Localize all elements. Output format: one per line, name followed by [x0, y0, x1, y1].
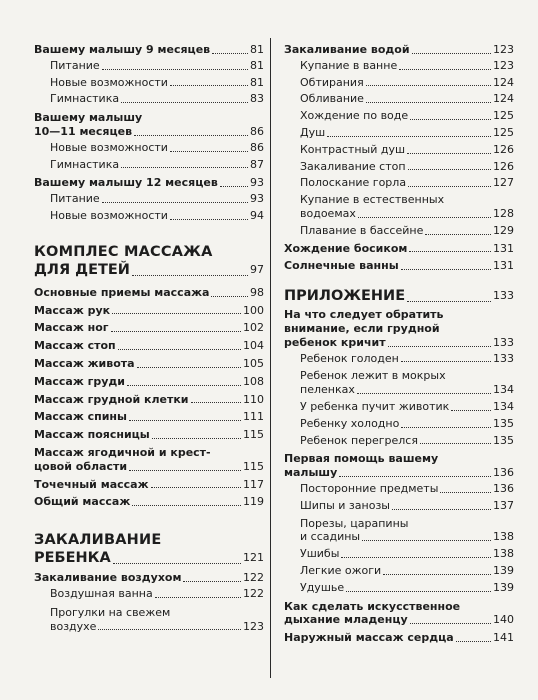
toc-subentry — [34, 59, 264, 73]
leader-dots — [220, 186, 248, 187]
entry-title: Вашему малышу 12 месяцев — [34, 176, 218, 190]
toc-entry-crying: На что следует обратить внимание, если грудной ребенок кричит 133 — [284, 308, 514, 349]
leader-dots — [456, 641, 491, 642]
toc-subentry — [34, 92, 264, 106]
leader-dots — [408, 186, 491, 187]
entry-title: Хождение по воде — [300, 109, 409, 123]
toc-entry — [34, 410, 264, 424]
leader-dots — [401, 361, 491, 362]
toc-entry — [34, 339, 264, 353]
entry-title: Закаливание стоп — [300, 159, 406, 173]
toc-subentry — [284, 59, 514, 73]
leader-dots — [440, 492, 491, 493]
toc-entry — [284, 43, 514, 57]
toc-entry — [34, 393, 264, 407]
page-number: 117 — [243, 477, 264, 491]
toc-entry — [284, 242, 514, 256]
page-number: 111 — [243, 410, 264, 424]
toc-subentry: Ребенок лежит в мокрых пеленках 134 — [300, 369, 514, 397]
entry-title: ПРИЛОЖЕНИЕ — [284, 288, 406, 305]
toc-subentry — [284, 224, 514, 238]
page-number: 100 — [243, 303, 264, 317]
page-number: 136 — [493, 481, 514, 495]
page-number: 105 — [243, 356, 264, 370]
toc-subentry — [284, 417, 514, 431]
leader-dots — [170, 151, 248, 152]
leader-dots — [362, 540, 491, 541]
entry-title: Купание в ванне — [300, 58, 398, 72]
entry-title: Ребенок перегрелся — [300, 433, 418, 447]
page-number: 97 — [250, 262, 264, 276]
entry-title: Питание — [50, 58, 100, 72]
leader-dots — [399, 69, 491, 70]
toc-entry — [34, 428, 264, 442]
entry-title: малышу — [284, 466, 338, 480]
entry-title: Закаливание воздухом — [34, 571, 182, 585]
entry-title: У ребенка пучит животик — [300, 399, 450, 413]
entry-title: дыхание младенцу — [284, 613, 408, 627]
leader-dots — [358, 217, 491, 218]
leader-dots — [111, 331, 241, 332]
entry-title: Массаж грудной клетки — [34, 392, 189, 406]
leader-dots — [409, 251, 491, 252]
leader-dots — [392, 509, 491, 510]
leader-dots — [339, 476, 491, 477]
chapter-heading-line — [284, 287, 514, 305]
page-number: 126 — [493, 159, 514, 173]
toc-entry-gluteal: Массаж ягодичной и крест- цовой области 115 — [34, 445, 264, 473]
leader-dots — [129, 470, 241, 471]
entry-title: Массаж спины — [34, 410, 127, 424]
toc-entry-month-12 — [34, 176, 264, 190]
page-number: 133 — [493, 289, 514, 303]
entry-title: Ушибы — [300, 547, 340, 561]
entry-title: Гимнастика — [50, 92, 120, 106]
leader-dots — [183, 581, 241, 582]
toc-subentry — [284, 547, 514, 561]
entry-title: ДЛЯ ДЕТЕЙ — [34, 261, 130, 278]
toc-subentry — [284, 109, 514, 123]
toc-entry — [34, 571, 264, 585]
toc-entry — [34, 321, 264, 335]
leader-dots — [451, 410, 491, 411]
page-number: 81 — [250, 75, 264, 89]
leader-dots — [412, 53, 491, 54]
entry-title: Массаж живота — [34, 356, 135, 370]
entry-title: Массаж ног — [34, 321, 109, 335]
leader-dots — [170, 85, 248, 86]
toc-entry-month-10-11: Вашему малышу 10—11 месяцев 86 — [34, 111, 264, 138]
entry-title: Ребенку холодно — [300, 416, 400, 430]
page-number: 134 — [493, 399, 514, 413]
entry-title: Хождение босиком — [284, 241, 408, 255]
toc-subentry — [284, 400, 514, 414]
page-number: 123 — [243, 619, 264, 633]
leader-dots — [366, 85, 491, 86]
leader-dots — [132, 275, 248, 276]
leader-dots — [113, 563, 241, 564]
leader-dots — [191, 402, 241, 403]
entry-title: РЕБЕНКА — [34, 550, 111, 567]
column-divider — [270, 38, 271, 678]
page-number: 139 — [493, 563, 514, 577]
page-number: 135 — [493, 416, 514, 430]
leader-dots — [127, 385, 241, 386]
chapter-heading: КОМПЛЕС МАССАЖА — [34, 243, 213, 260]
toc-entry — [34, 478, 264, 492]
toc-subentry — [34, 192, 264, 206]
page-number: 133 — [493, 335, 514, 349]
page-number: 136 — [493, 466, 514, 480]
chapter-heading-line — [34, 549, 264, 567]
toc-subentry — [284, 499, 514, 513]
entry-title: ребенок кричит — [284, 335, 386, 349]
entry-title: воздухе — [50, 619, 97, 633]
leader-dots — [407, 301, 491, 302]
toc-column-right — [284, 40, 514, 645]
toc-subentry — [284, 482, 514, 496]
page-number: 138 — [493, 547, 514, 561]
entry-title: Новые возможности — [50, 208, 168, 222]
leader-dots — [388, 346, 491, 347]
entry-title: цовой области — [34, 459, 128, 473]
leader-dots — [151, 487, 241, 488]
leader-dots — [118, 349, 241, 350]
entry-title: Солнечные ванны — [284, 259, 399, 273]
toc-entry — [284, 631, 514, 645]
page-number: 122 — [243, 571, 264, 585]
toc-subentry — [284, 176, 514, 190]
entry-title: Обливание — [300, 92, 364, 106]
leader-dots — [401, 427, 491, 428]
page-number: 104 — [243, 339, 264, 353]
page-number: 133 — [493, 351, 514, 365]
page-number: 122 — [243, 586, 264, 600]
page-number: 115 — [243, 459, 264, 473]
leader-dots — [129, 420, 241, 421]
leader-dots — [212, 53, 248, 54]
entry-title: Новые возможности — [50, 75, 168, 89]
chapter-heading-line — [34, 261, 264, 279]
toc-subentry — [34, 209, 264, 223]
leader-dots — [425, 234, 491, 235]
page-number: 86 — [250, 124, 264, 138]
page-number: 93 — [250, 192, 264, 206]
leader-dots — [132, 505, 241, 506]
entry-title: Вашему малышу 9 месяцев — [34, 43, 211, 56]
page-number: 129 — [493, 223, 514, 237]
page-number: 131 — [493, 241, 514, 255]
leader-dots — [170, 219, 248, 220]
entry-title: Массаж рук — [34, 303, 111, 317]
leader-dots — [341, 557, 491, 558]
leader-dots — [134, 135, 248, 136]
entry-title: Шипы и занозы — [300, 498, 390, 512]
toc-entry — [284, 259, 514, 273]
toc-subentry — [284, 564, 514, 578]
page-number: 121 — [243, 551, 264, 565]
entry-title: Посторонние предметы — [300, 481, 439, 495]
toc-subentry — [284, 126, 514, 140]
toc-entry — [34, 304, 264, 318]
page-number: 141 — [493, 631, 514, 645]
leader-dots — [155, 597, 241, 598]
page-number: 139 — [493, 580, 514, 594]
page-number: 135 — [493, 433, 514, 447]
toc-subentry — [284, 76, 514, 90]
toc-subentry — [34, 76, 264, 90]
entry-title: Питание — [50, 192, 100, 206]
toc-entry-first-aid: Первая помощь вашему малышу 136 — [284, 452, 514, 480]
toc-column-left — [34, 40, 264, 633]
toc-entry — [34, 375, 264, 389]
toc-entry-breathing: Как сделать искусственное дыхание младенцу 140 — [284, 599, 514, 627]
entry-title: Новые возможности — [50, 140, 168, 154]
chapter-hardening — [34, 531, 264, 567]
entry-title: Массаж поясницы — [34, 428, 150, 442]
page-number: 125 — [493, 125, 514, 139]
entry-title: Легкие ожоги — [300, 563, 382, 577]
entry-title: Гимнастика — [50, 157, 120, 171]
page-number: 93 — [250, 176, 264, 190]
leader-dots — [408, 169, 491, 170]
entry-title: Удушье — [300, 580, 345, 594]
page-number: 119 — [243, 495, 264, 509]
page-number: 124 — [493, 92, 514, 106]
entry-title: Точечный массаж — [34, 477, 149, 491]
page-number: 115 — [243, 428, 264, 442]
toc-subentry: Порезы, царапины и ссадины 138 — [300, 516, 514, 544]
page-number: 86 — [250, 140, 264, 154]
leader-dots — [410, 623, 491, 624]
page-number: 94 — [250, 208, 264, 222]
toc-entry — [34, 495, 264, 509]
leader-dots — [152, 438, 241, 439]
leader-dots — [410, 119, 491, 120]
leader-dots — [366, 102, 491, 103]
page-number: 110 — [243, 392, 264, 406]
page-number: 108 — [243, 374, 264, 388]
entry-title: Душ — [300, 125, 326, 139]
page-number: 128 — [493, 206, 514, 220]
leader-dots — [121, 102, 248, 103]
page-number: 87 — [250, 157, 264, 171]
toc-subentry: Купание в естественных водоемах 128 — [300, 193, 514, 220]
page-number: 98 — [250, 285, 264, 299]
leader-dots — [112, 313, 241, 314]
page-number: 140 — [493, 613, 514, 627]
toc-subentry — [34, 158, 264, 172]
entry-title: Полоскание горла — [300, 176, 407, 190]
leader-dots — [137, 367, 241, 368]
page-number: 123 — [493, 43, 514, 56]
page-number: 102 — [243, 321, 264, 335]
entry-title: Массаж груди — [34, 374, 125, 388]
toc-entry — [34, 357, 264, 371]
page-number: 81 — [250, 43, 264, 56]
leader-dots — [407, 153, 491, 154]
toc-subentry — [284, 143, 514, 157]
entry-title: Основные приемы массажа — [34, 285, 210, 299]
leader-dots — [102, 69, 248, 70]
entry-title: Обтирания — [300, 75, 364, 89]
entry-title: водоемах — [300, 206, 356, 220]
page-number: 81 — [250, 58, 264, 72]
entry-title: Плавание в бассейне — [300, 223, 424, 237]
page-number: 134 — [493, 383, 514, 397]
toc-subentry — [284, 434, 514, 448]
page-number: 126 — [493, 142, 514, 156]
toc-subentry — [284, 352, 514, 366]
toc-subentry — [284, 160, 514, 174]
entry-title: Воздушная ванна — [50, 586, 153, 600]
leader-dots — [357, 393, 491, 394]
leader-dots — [401, 269, 491, 270]
page-number: 123 — [493, 58, 514, 72]
chapter-appendix — [284, 287, 514, 305]
page-number: 125 — [493, 109, 514, 123]
entry-title: Массаж стоп — [34, 339, 116, 353]
entry-title: и ссадины — [300, 530, 361, 544]
toc-subentry — [34, 587, 264, 601]
page-number: 83 — [250, 92, 264, 106]
leader-dots — [327, 136, 491, 137]
leader-dots — [383, 574, 491, 575]
page-number: 124 — [493, 75, 514, 89]
leader-dots — [346, 591, 491, 592]
toc-subentry — [34, 141, 264, 155]
toc-entry-month-9 — [34, 43, 264, 57]
chapter-heading: ЗАКАЛИВАНИЕ — [34, 532, 162, 549]
entry-title: Общий массаж — [34, 495, 131, 509]
page-number: 138 — [493, 530, 514, 544]
leader-dots — [211, 296, 248, 297]
page-number: 137 — [493, 498, 514, 512]
leader-dots — [98, 629, 241, 630]
entry-title: пеленках — [300, 383, 355, 397]
leader-dots — [121, 167, 248, 168]
toc-subentry — [284, 92, 514, 106]
chapter-massage — [34, 243, 264, 279]
page-number: 127 — [493, 176, 514, 190]
entry-title: Закаливание водой — [284, 43, 410, 56]
entry-title: Наружный массаж сердца — [284, 631, 454, 645]
entry-title: Ребенок голоден — [300, 351, 399, 365]
leader-dots — [102, 202, 248, 203]
toc-subentry — [284, 581, 514, 595]
toc-entry — [34, 286, 264, 300]
toc-subentry: Прогулки на свежем воздухе 123 — [50, 605, 264, 633]
leader-dots — [420, 443, 491, 444]
entry-title: 10—11 месяцев — [34, 124, 133, 138]
page-number: 131 — [493, 259, 514, 273]
entry-title: Контрастный душ — [300, 142, 406, 156]
